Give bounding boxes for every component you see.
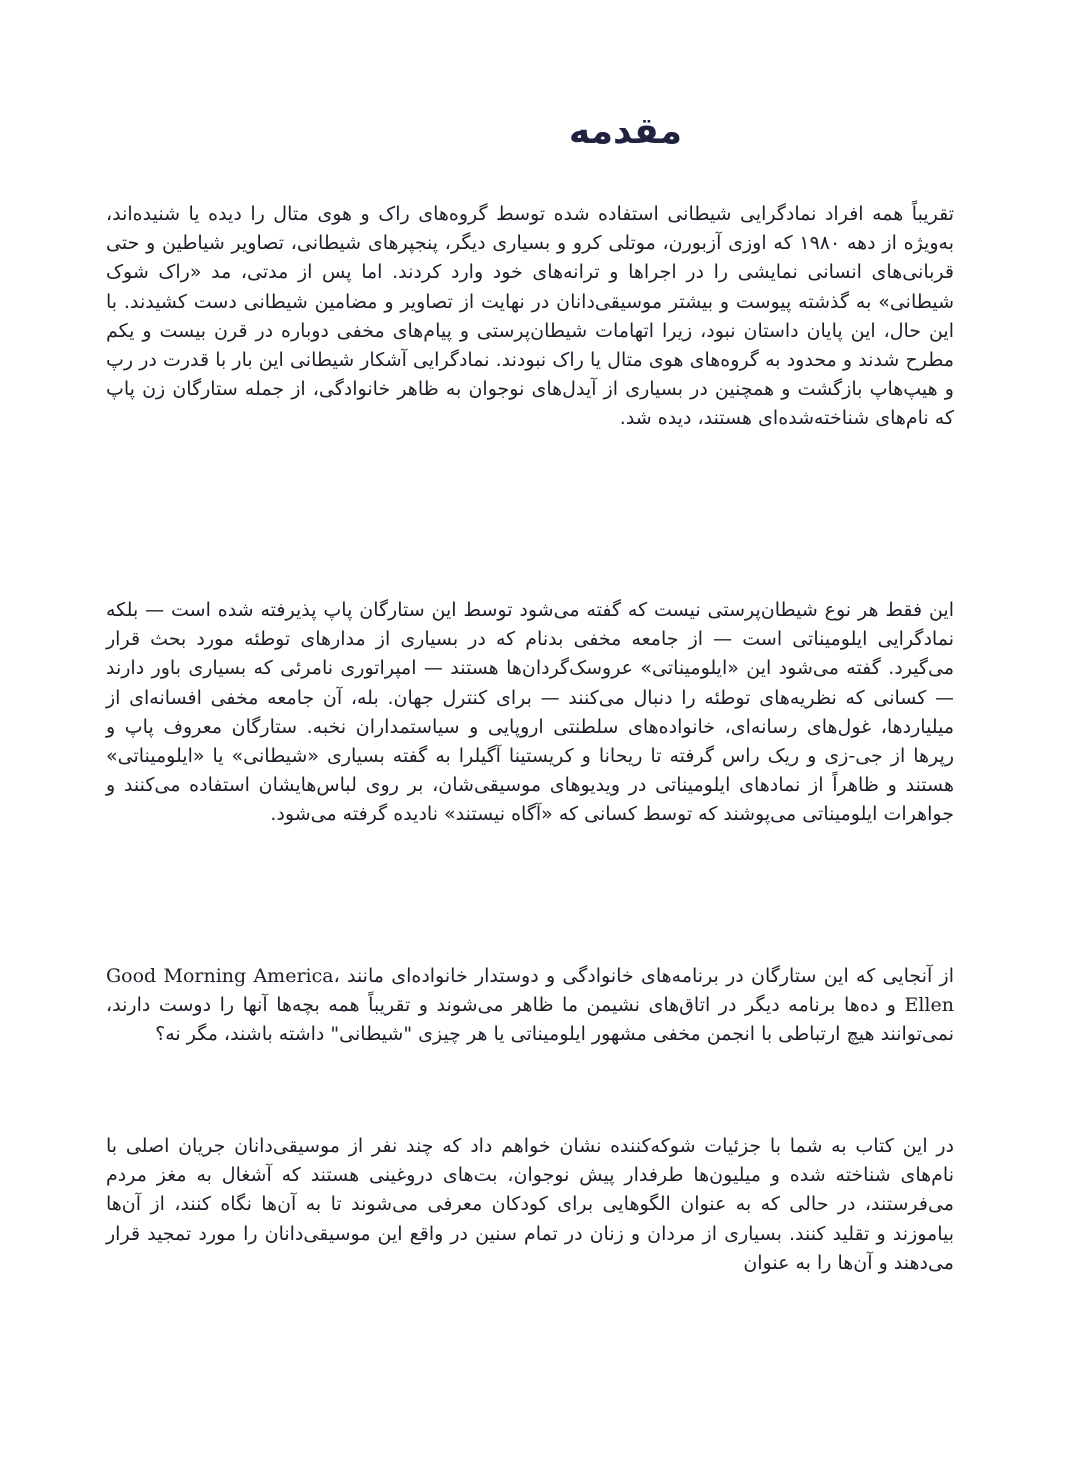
tv-show-names: Good Morning America، Ellen [106, 965, 954, 1017]
paragraph-family-shows-after: و ده‌ها برنامه دیگر در اتاق‌های نشیمن ما ظاهر می‌شوند و تقریباً همه بچه‌ها آنها را دوست دارند، نمی‌توانند هیچ ارتباطی با انجمن مخفی مشهور ایلومیناتی یا هر چیزی "شیطانی" داشته باشند، مگر نه؟ [106, 994, 954, 1046]
paragraph-family-shows [106, 962, 954, 1050]
chapter-title: مقدمه [568, 111, 682, 152]
paragraph-family-shows-before: از آنجایی که این ستارگان در برنامه‌های خانوادگی و دوستدار خانواده‌ای مانند [339, 965, 954, 987]
paragraph-book-purpose: در این کتاب به شما با جزئیات شوکه‌کننده نشان خواهم داد که چند نفر از موسیقی‌دانان جریان اصلی با نام‌های شناخته شده و میلیون‌ها طرفدار پیش نوجوان، بت‌های دروغینی هستند که آشغال به مغز مردم می‌فرستند، در حالی که به عنوان الگوهایی برای کودکان معرفی می‌شوند تا به آن‌ها نگاه کنند، از آن‌ها بیاموزند و تقلید کنند. بسیاری از مردان و زنان در تمام سنین در واقع این موسیقی‌دانان را مورد تمجید قرار می‌دهند و آن‌ها را به عنوان [106, 1135, 954, 1274]
paragraph-illuminati: این فقط هر نوع شیطان‌پرستی نیست که گفته می‌شود توسط این ستارگان پاپ پذیرفته شده است — بلکه نمادگرایی ایلومیناتی است — از جامعه مخفی بدنام که در بسیاری از مدارهای توطئه مورد بحث قرار می‌گیرد. گفته می‌شود این «ایلومیناتی» عروسک‌گردان‌ها هستند — امپراتوری نامرئی که بسیاری باور دارند — کسانی که نظریه‌های توطئه را دنبال می‌کنند — برای کنترل جهان. بله، آن جامعه مخفی افسانه‌ای از میلیاردها، غول‌های رسانه‌ای، خانواده‌های سلطنتی اروپایی و سیاستمداران نخبه. ستارگان معروف پاپ و رپرها از جی‌-زی و ریک راس گرفته تا ریحانا و کریستینا آگیلرا به گفته بسیاری «شیطانی» یا «ایلومیناتی» هستند و ظاهراً از نمادهای ایلومیناتی در ویدیوهای موسیقی‌شان، بر روی لباس‌هایشان استفاده می‌کنند و جواهرات ایلومیناتی می‌پوشند که توسط کسانی که «آگاه نیستند» نادیده گرفته می‌شود. [106, 599, 954, 826]
paragraph-intro: تقریباً همه افراد نمادگرایی شیطانی استفاده شده توسط گروه‌های راک و هوی متال را دیده یا شنیده‌اند، به‌ویژه از دهه ۱۹۸۰ که اوزی آزبورن، موتلی کرو و بسیاری دیگر، پنجپرهای شیطانی، تصاویر شیاطین و حتی قربانی‌های انسانی نمایشی را در اجراها و ترانه‌های خود وارد کردند. اما پس از مدتی، مد «راک شوک شیطانی» به گذشته پیوست و بیشتر موسیقی‌دانان در نهایت از تصاویر و مضامین شیطانی دست کشیدند. با این حال، این پایان داستان نبود، زیرا اتهامات شیطان‌پرستی و پیام‌های مخفی دوباره در قرن بیست و یکم مطرح شدند و محدود به گروه‌های هوی متال یا راک نبودند. نمادگرایی آشکار شیطانی این بار با قدرت در رپ و هیپ‌هاپ بازگشت و همچنین در بسیاری از آیدل‌های نوجوان به ظاهر خانوادگی، از جمله ستارگان زن پاپ که نام‌های شناخته‌شده‌ای هستند، دیده شد. [106, 203, 954, 430]
